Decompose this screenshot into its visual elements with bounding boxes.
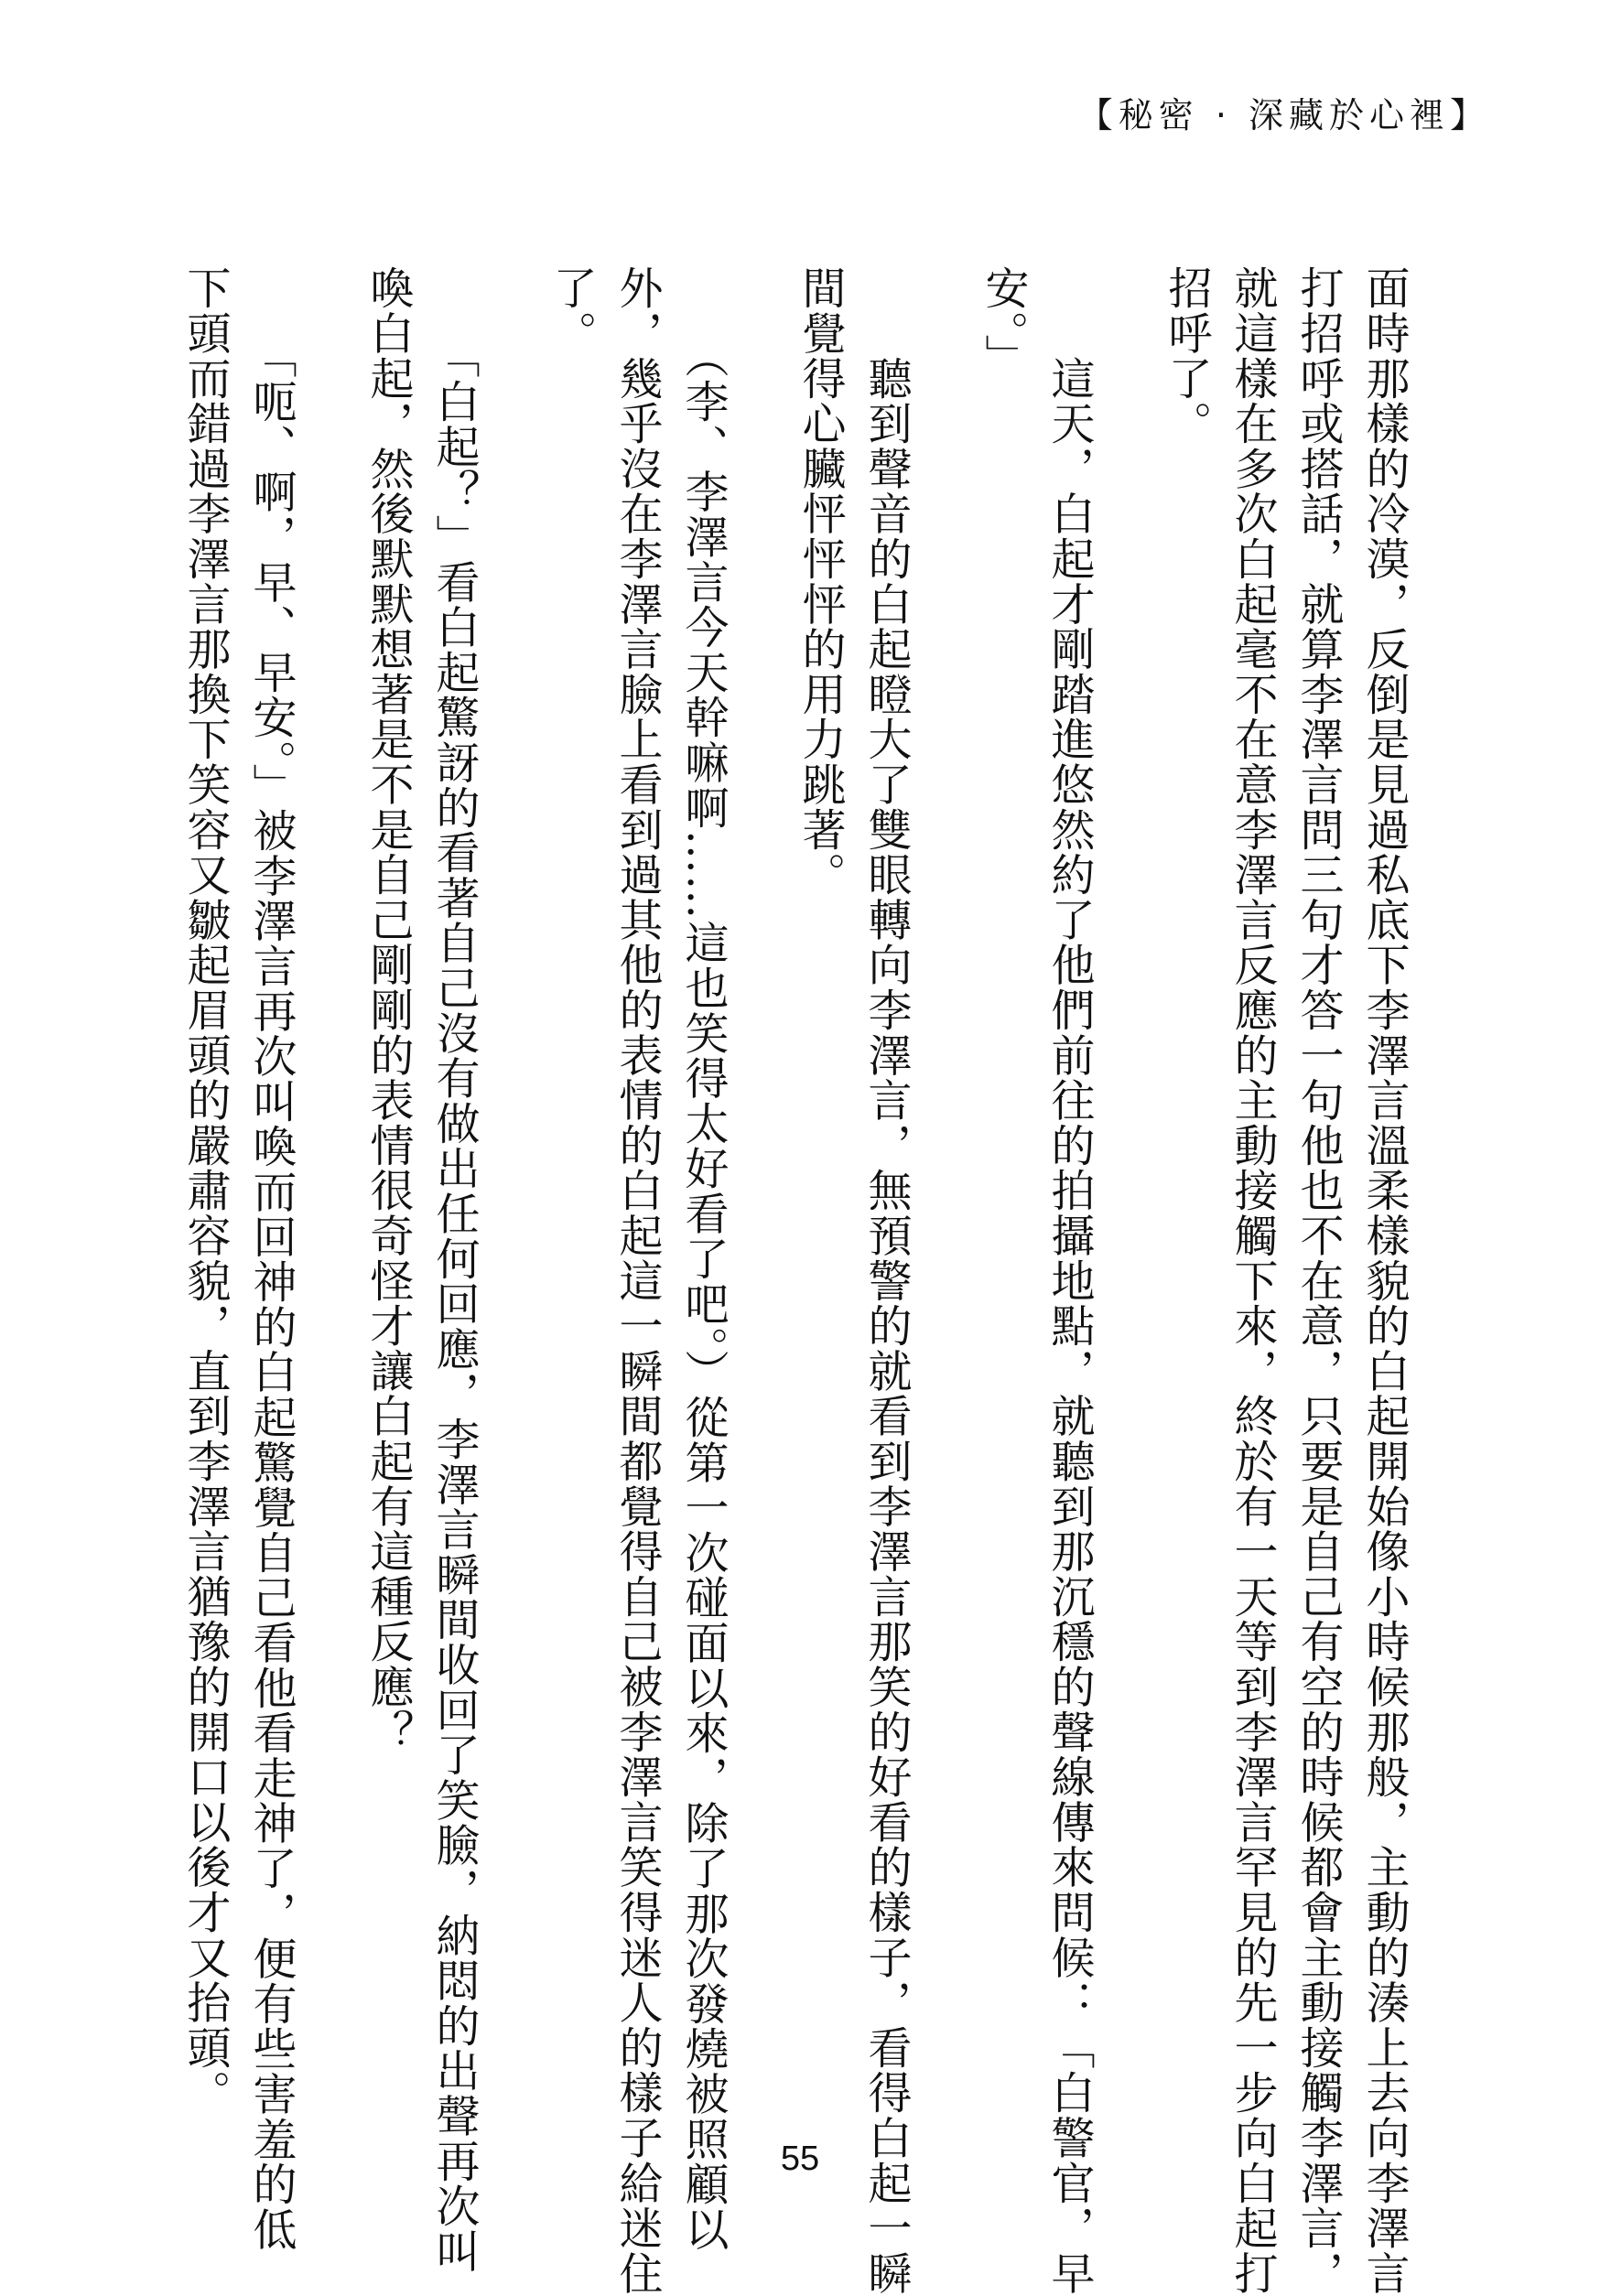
- text-line: （李、李澤言今天幹嘛啊……這也笑得太好看了吧。）從第一次碰面以來，除了那次發燒被照顧以: [677, 265, 729, 2252]
- text-line: 安。」: [978, 265, 1029, 379]
- text-line: 招呼了。: [1161, 265, 1212, 447]
- page-number: 55: [780, 2140, 820, 2178]
- text-line: 外，幾乎沒在李澤言臉上看到過其他的表情的白起這一瞬間都覺得自己被李澤言笑得迷人的樣子給迷住: [611, 265, 663, 2296]
- text-line: 下頭而錯過李澤言那換下笑容又皺起眉頭的嚴肅容貌，直到李澤言猶豫的開口以後才又抬頭。: [179, 265, 231, 2116]
- text-line: 打招呼或搭話，就算李澤言問三句才答一句他也不在意，只要是自己有空的時候都會主動接觸李澤言，: [1292, 265, 1344, 2296]
- text-line: 「呃、啊，早、早安。」被李澤言再次叫喚而回神的白起驚覺自己看他看走神了，便有些害羞的低: [245, 265, 297, 2252]
- paragraph-gap: [304, 265, 355, 2096]
- paragraph-gap: [736, 265, 787, 2096]
- text-line: 間覺得心臟怦怦怦的用力跳著。: [795, 265, 846, 898]
- text-line: 這天，白起才剛踏進悠然約了他們前往的拍攝地點，就聽到那沉穩的聲線傳來問候：「白警官，早: [1043, 265, 1095, 2296]
- paragraph-gap: [487, 265, 538, 2096]
- running-header: 【秘密 · 深藏於心裡】: [1077, 95, 1490, 135]
- text-line: 喚白起，然後默默想著是不是自己剛剛的表情很奇怪才讓白起有這種反應？: [362, 265, 414, 1754]
- text-line: 就這樣在多次白起毫不在意李澤言反應的主動接觸下來，終於有一天等到李澤言罕見的先一步向白起打: [1227, 265, 1278, 2296]
- text-line: 面時那樣的冷漠，反倒是見過私底下李澤言溫柔樣貌的白起開始像小時候那般，主動的湊上去向李澤言: [1358, 265, 1410, 2296]
- text-line: 「白起？」看白起驚訝的看著自己沒有做出任何回應，李澤言瞬間收回了笑臉，納悶的出聲再次叫: [428, 265, 480, 2274]
- text-line: 了。: [546, 265, 597, 356]
- paragraph-gap: [919, 265, 970, 2096]
- text-line: 聽到聲音的白起瞪大了雙眼轉向李澤言，無預警的就看到李澤言那笑的好看的樣子，看得白起一瞬: [860, 265, 912, 2296]
- paragraph-gap: [1102, 265, 1153, 2096]
